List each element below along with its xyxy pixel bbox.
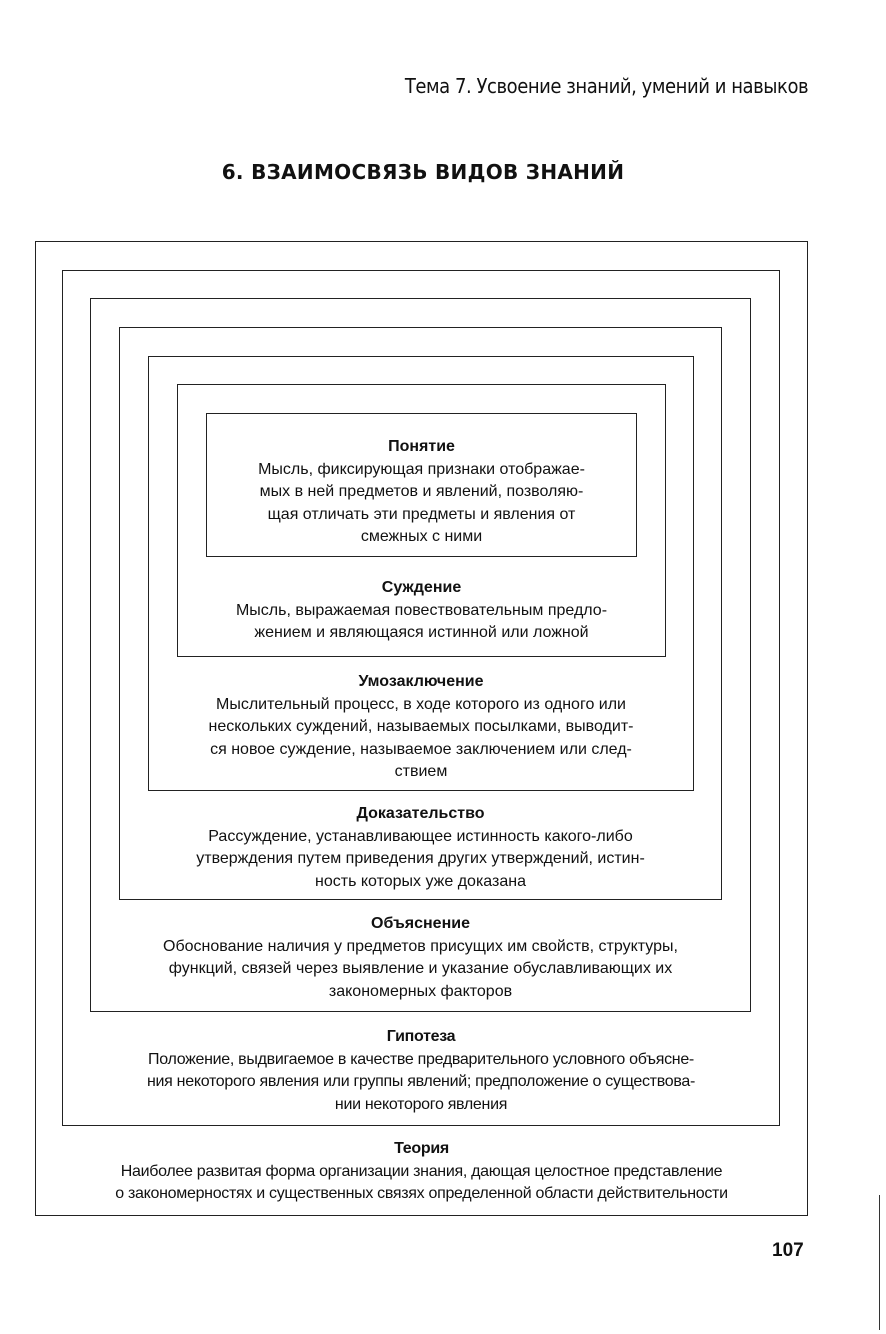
concept-heading: Понятие xyxy=(388,438,455,455)
text-line: Наиболее развитая форма организации знания, дающая целостное представление xyxy=(120,1162,723,1180)
hypothesis-text xyxy=(62,1026,780,1116)
text-line: мых в ней предметов и явлений, позволяю- xyxy=(259,483,584,500)
text-line: нескольких суждений, называемых посылками, выводит- xyxy=(208,718,634,735)
inference-heading: Умозаключение xyxy=(358,673,484,690)
proof-heading: Доказательство xyxy=(356,805,485,822)
explanation-text xyxy=(90,913,751,1003)
judgment-heading: Суждение xyxy=(381,579,462,596)
explanation-heading: Объяснение xyxy=(371,915,470,932)
text-line: закономерных факторов xyxy=(328,982,513,1000)
text-line: Мысль, выражаемая повествовательным предло- xyxy=(235,601,608,619)
page-edge-line xyxy=(879,1195,880,1330)
page-number: 107 xyxy=(772,1240,804,1261)
inference-text xyxy=(148,671,694,784)
text-line: Обоснование наличия у предметов присущих им свойств, структуры, xyxy=(163,937,678,955)
text-line: ность которых уже доказана xyxy=(315,872,526,890)
text-line: утверждения путем приведения других утверждений, истин- xyxy=(196,850,645,867)
text-line: ся новое суждение, называемое заключением или след- xyxy=(210,740,632,758)
text-line: Рассуждение, устанавливающее истинность какого-либо xyxy=(208,827,633,845)
text-line: ния некоторого явления или группы явлений; предположение о существова- xyxy=(147,1073,695,1090)
text-line: ствием xyxy=(394,763,448,780)
theory-heading: Теория xyxy=(394,1140,449,1157)
theory-text xyxy=(35,1138,808,1206)
text-line: Мыслительный процесс, в ходе которого из одного или xyxy=(215,695,626,713)
judgment-text xyxy=(177,577,666,645)
running-head: Тема 7. Усвоение знаний, умений и навыков xyxy=(404,74,808,98)
concept-text xyxy=(206,436,637,549)
hypothesis-heading: Гипотеза xyxy=(386,1028,456,1045)
text-line: Мысль, фиксирующая признаки отображае- xyxy=(258,460,585,478)
text-line: щая отличать эти предметы и явления от xyxy=(267,505,576,523)
text-line: Положение, выдвигаемое в качестве предварительного условного объясне- xyxy=(148,1050,694,1068)
text-line: смежных с ними xyxy=(360,528,483,545)
proof-text xyxy=(119,803,722,893)
text-line: жением и являющаяся истинной или ложной xyxy=(254,624,589,641)
text-line: о закономерностях и существенных связях определенной области действительности xyxy=(115,1185,728,1202)
page-title: 6. ВЗАИМОСВЯЗЬ ВИДОВ ЗНАНИЙ xyxy=(221,160,625,184)
text-line: функций, связей через выявление и указание обуславливающих их xyxy=(168,960,673,977)
text-line: нии некоторого явления xyxy=(334,1095,508,1113)
